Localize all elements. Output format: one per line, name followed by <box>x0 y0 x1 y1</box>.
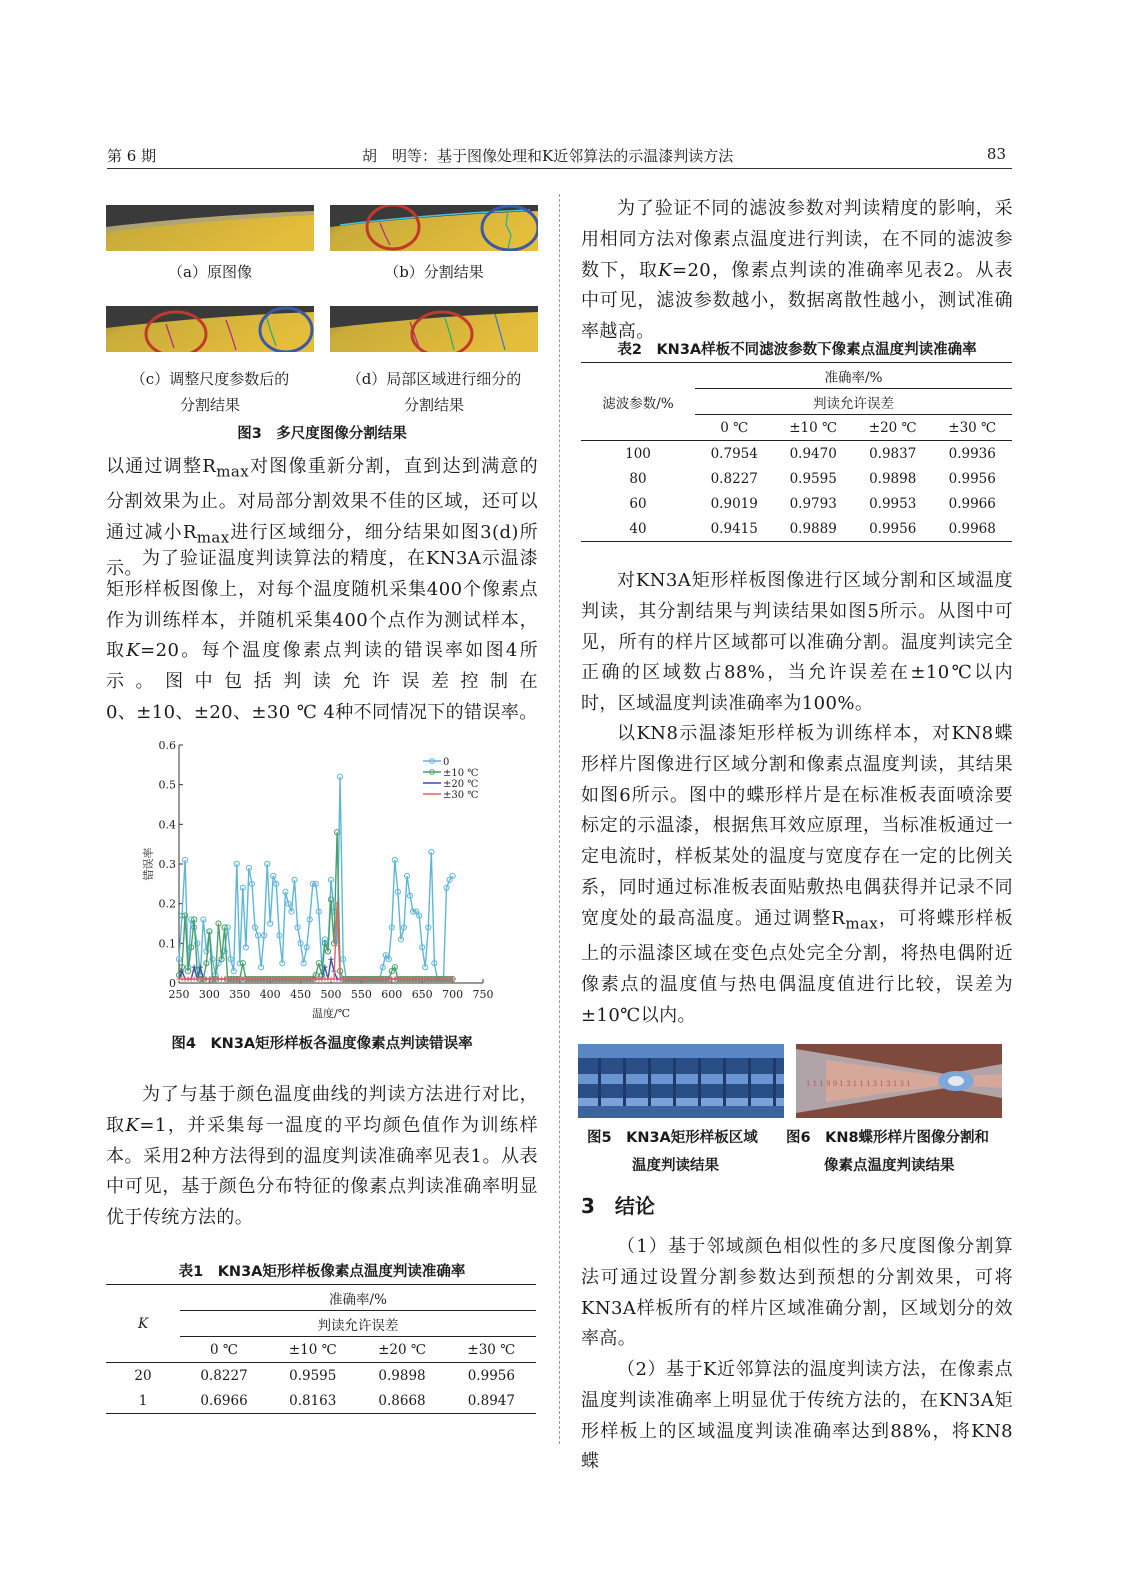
column-divider <box>559 194 560 1444</box>
legend-label: ±20 ℃ <box>443 779 479 790</box>
issue-number: 第 6 期 <box>107 147 157 165</box>
right-paragraph-2: 对KN3A矩形样板图像进行区域分割和区域温度判读，其分割结果与判读结果如图5所示。从图中可见，所有的样片区域都可以准确分割。温度判读完全正确的区域数占88%，当允许误差在±10℃以内时，区域温度判读准确率为100%。 <box>581 570 1013 715</box>
table1 <box>106 1284 536 1414</box>
running-header <box>107 144 1012 169</box>
table2-col: 0 ℃ <box>720 419 749 436</box>
x-axis-label: 温度/℃ <box>311 1007 351 1020</box>
y-tick-label: 0.5 <box>158 778 176 792</box>
x-tick-label: 550 <box>350 988 372 1001</box>
running-title: 胡 明等：基于图像处理和K近邻算法的示温漆判读方法 <box>362 147 734 165</box>
x-tick-label: 500 <box>320 988 342 1001</box>
x-tick-label: 350 <box>229 988 251 1001</box>
data-point <box>329 957 334 962</box>
fig5-region-result-image <box>578 1044 784 1118</box>
legend-label: ±10 ℃ <box>443 768 479 779</box>
fig3a-original-image <box>106 205 314 251</box>
fig3b-segmentation-image <box>330 205 538 251</box>
fig3a-label: （a）原图像 <box>168 263 252 281</box>
y-tick-label: 0 <box>169 977 176 990</box>
right-paragraph-3: 以KN8示温漆矩形样板为训练样本，对KN8蝶形样片图像进行区域分割和像素点温度判读，其结果如图6所示。图中的蝶形样片是在标准板表面喷涂要标定的示温漆，根据焦耳效应原理，当标准板通过一定电流时，样板某处的温度与宽度存在一定的比例关系，同时通过标准板表面贴敷热电偶获得并记录不同宽度处的最高温度。通过调整$R_{max}$，可将蝶形样板上的示温漆区域在变色点处完全分割，将热电偶附近像素点的温度值与热电偶温度值进行比较，误差为±10℃以内。 <box>581 723 1013 1026</box>
x-tick-label: 250 <box>168 988 190 1001</box>
conclusion-item-1: （1）基于邻域颜色相似性的多尺度图像分割算法可通过设置分割参数达到预想的分割效果，可将KN3A样板所有的样片区域准确分割，区域划分的效率高。 <box>581 1236 1013 1350</box>
y-tick-label: 0.6 <box>158 739 176 752</box>
section-3-heading: 3 结论 <box>581 1194 655 1218</box>
fig3b-label: （b）分割结果 <box>384 263 484 281</box>
conclusion-item-2: （2）基于K近邻算法的温度判读方法，在像素点温度判读准确率上明显优于传统方法的，在KN3A矩形样板上的区域温度判读准确率达到88%，将KN8蝶 <box>581 1359 1013 1473</box>
table1-caption: 表1 KN3A矩形样板像素点温度判读准确率 <box>178 1264 466 1280</box>
table1-col: ±20 ℃ <box>378 1341 426 1358</box>
y-tick-label: 0.2 <box>158 897 176 911</box>
table1-row-head: K <box>137 1315 149 1332</box>
x-tick-label: 400 <box>259 988 281 1001</box>
table-row: 100 0.7954 0.9470 0.9837 0.9936 <box>625 445 996 462</box>
table1-sub-head: 判读允许误差 <box>180 1311 536 1337</box>
x-tick-label: 700 <box>442 988 464 1001</box>
fig4-caption: 图4 KN3A矩形样板各温度像素点判读错误率 <box>171 1036 473 1052</box>
left-paragraph-3: 为了与基于颜色温度曲线的判读方法进行对比，取K=1，并采集每一温度的平均颜色值作为训练样本。采用2种方法得到的温度判读准确率见表1。从表中可见，基于颜色分布特征的像素点判读准确率明显优于传统方法的。 <box>106 1084 538 1229</box>
table2-col: ±10 ℃ <box>789 419 838 436</box>
legend-label: ±30 ℃ <box>443 790 479 801</box>
y-tick-label: 0.3 <box>158 858 176 871</box>
x-tick-label: 750 <box>472 988 494 1001</box>
table-row: 40 0.9415 0.9889 0.9956 0.9968 <box>581 516 1012 542</box>
table2 <box>581 362 1012 542</box>
fig6-caption: 图6 KN8蝶形样片图像分割和 像素点温度判读结果 <box>786 1130 990 1174</box>
table2-col: ±20 ℃ <box>868 419 917 436</box>
left-paragraph-1: 以通过调整$R_{max}$对图像重新分割，直到达到满意的分割效果为止。对局部分割效果不佳的区域，还可以通过减小$R_{max}$进行区域细分，细分结果如图3(d)所示。 <box>106 456 539 579</box>
fig3c-rescaled-segmentation-image <box>106 306 314 352</box>
legend-label: 0 <box>443 757 450 768</box>
table-row: 1 0.6966 0.8163 0.8668 0.8947 <box>106 1388 536 1414</box>
table2-caption: 表2 KN3A样板不同滤波参数下像素点温度判读准确率 <box>617 342 977 358</box>
table1-col: 0 ℃ <box>210 1341 239 1358</box>
x-tick-label: 450 <box>290 988 312 1001</box>
fig3d-label: （d）局部区域进行细分的 分割结果 <box>346 370 522 414</box>
fig6-butterfly-result-image <box>796 1044 1002 1118</box>
fig6-scale-text: 1 1 1 9 9 1 3 1 1 1 3 1 3 1 3 1 <box>806 1080 911 1088</box>
table1-col: ±30 ℃ <box>467 1341 516 1358</box>
y-tick-label: 0.1 <box>158 937 176 951</box>
left-paragraph-2: 为了验证温度判读算法的精度，在KN3A示温漆矩形样板图像上，对每个温度随机采集400个像素点作为训练样本，并随机采集400个点作为测试样本，取K=20。每个温度像素点判读的错误率如图4所示。图中包括判读允许误差控制在0、±10、±20、±30 ℃ 4种不同情况下的错误率。 <box>106 548 538 723</box>
fig3d-refined-segmentation-image <box>330 306 538 352</box>
table1-group-head: 准确率/% <box>180 1285 536 1311</box>
y-axis-label: 错误率 <box>142 847 155 881</box>
x-tick-label: 300 <box>198 988 220 1001</box>
table-row: 20 0.8227 0.9595 0.9898 0.9956 <box>134 1367 515 1384</box>
table-row: 80 0.8227 0.9595 0.9898 0.9956 <box>629 470 996 487</box>
table2-row-head: 滤波参数/% <box>602 395 674 412</box>
right-paragraph-1: 为了验证不同的滤波参数对判读精度的影响，采用相同方法对像素点温度进行判读，在不同的滤波参数下，取K=20，像素点判读的准确率见表2。从表中可见，滤波参数越小，数据离散性越小，测试准确率越高。 <box>581 198 1013 343</box>
fig4-error-rate-chart <box>136 735 506 1031</box>
table-row: 60 0.9019 0.9793 0.9953 0.9966 <box>629 495 996 512</box>
page-number: 83 <box>986 145 1006 163</box>
fig3c-label: （c）调整尺度参数后的 分割结果 <box>130 370 290 414</box>
fig3-caption: 图3 多尺度图像分割结果 <box>237 426 407 442</box>
table2-col: ±30 ℃ <box>948 419 997 436</box>
fig5-caption: 图5 KN3A矩形样板区域 温度判读结果 <box>587 1130 758 1174</box>
x-tick-label: 650 <box>411 988 433 1001</box>
table2-group-head: 准确率/% <box>695 363 1012 389</box>
table2-sub-head: 判读允许误差 <box>695 389 1012 415</box>
y-tick-label: 0.4 <box>158 818 176 832</box>
x-tick-label: 600 <box>381 988 403 1001</box>
table1-col: ±10 ℃ <box>288 1341 337 1358</box>
